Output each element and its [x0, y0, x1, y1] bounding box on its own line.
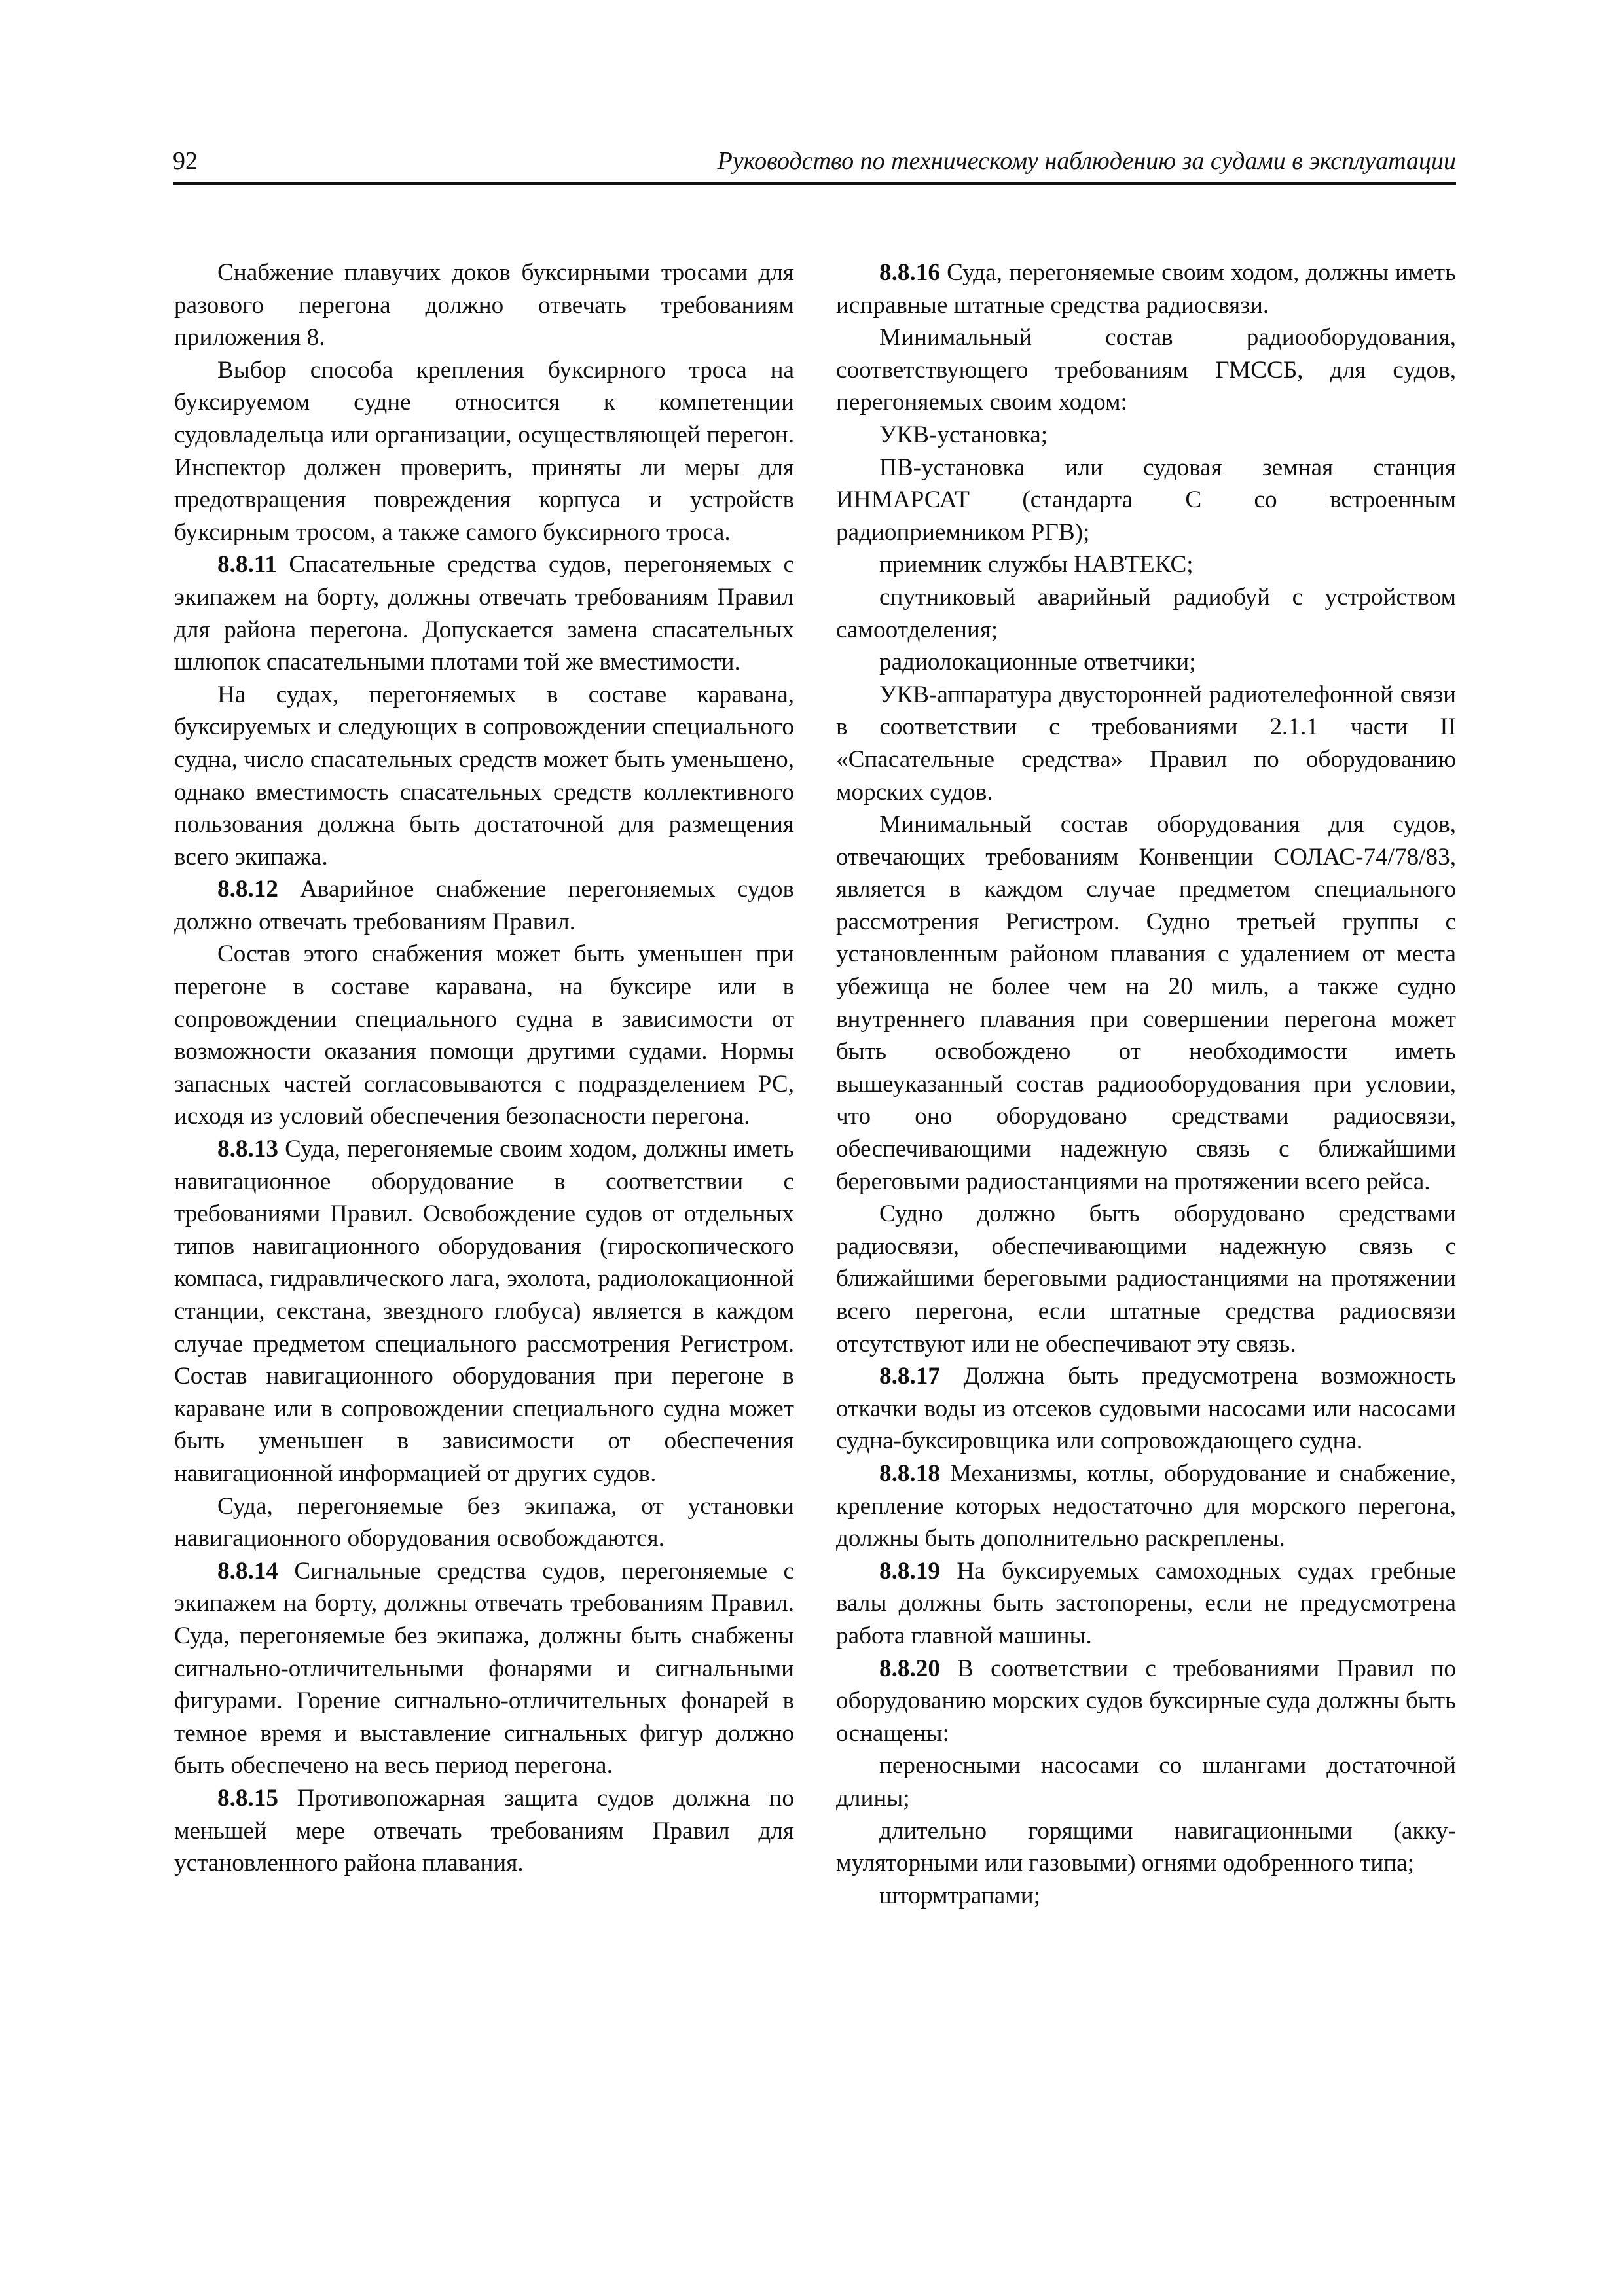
paragraph-text: На буксируемых самоходных судах гребные валы должны быть застопорены, если не предусмотрена работа главной машины. — [836, 1557, 1456, 1649]
paragraph — [836, 452, 1456, 549]
paragraph-text: ПВ-установка или судовая земная станция ИНМАРСАТ (стандарта С со встроенным радиоприемником РГВ); — [836, 454, 1456, 546]
paragraph — [836, 548, 1456, 581]
paragraph-text: длительно горящими навигационными (аккумуляторными или газовыми) огнями одобренного типа; — [836, 1817, 1456, 1877]
paragraph-text: Должна быть предусмотрена возможность откачки воды из отсеков судовыми насосами или насосами судна-буксировщика или сопровождающего судна. — [836, 1363, 1456, 1455]
right-column — [836, 257, 1456, 1912]
clause-number: 8.8.15 — [217, 1784, 278, 1812]
paragraph-text: Минимальный состав оборудования для судов, отвечающих требованиям Конвенции СОЛАС-74/78/83, является в каждом случае предметом специального рассмотрения Регистром. Судно третьей группы с установленным районом плавания с удалением от места убежища не более чем на 20 миль, а также судно внутреннего плавания при совершении перегона может быть освобождено от необходимости иметь вышеуказанный состав радиооборудования при условии, что оно оборудовано средствами радиосвязи, обеспечивающими надежную связь с ближайшими береговыми радиостанциями на протяжении всего рейса. — [836, 811, 1456, 1195]
paragraph-text: Снабжение плавучих доков буксирными тросами для разового перегона должно отвечать требованиям приложения 8. — [174, 259, 794, 351]
paragraph — [174, 1782, 794, 1880]
paragraph — [836, 679, 1456, 808]
paragraph — [836, 1653, 1456, 1750]
paragraph — [836, 1749, 1456, 1814]
clause-number: 8.8.18 — [879, 1460, 940, 1487]
paragraph-text: Состав этого снабжения может быть уменьшен при перегоне в составе каравана, на буксире или в сопровождении специального судна в зависимости от возможности оказания помощи другими судами. Нормы запасных частей согласовываются с подразделением РС, исходя из условий обеспечения безопасности перегона. — [174, 941, 794, 1130]
paragraph — [174, 354, 794, 549]
paragraph — [836, 1458, 1456, 1555]
paragraph-text: УКВ-установка; — [879, 421, 1048, 448]
clause-number: 8.8.19 — [879, 1557, 940, 1585]
paragraph-text: Выбор способа крепления буксирного троса на буксируемом судне относится к компетенции судовладельца или организации, осуществляющей перегон. Инспектор должен проверить, приняты ли меры для предотвращения повреждения корпуса и устройств буксирным тросом, а также самого буксирного троса. — [174, 356, 794, 546]
paragraph — [836, 1198, 1456, 1360]
paragraph-text: На судах, перегоняемых в составе каравана, буксируемых и следующих в сопровождении специального судна, число спасательных средств может быть уменьшено, однако вместимость спасательных средств коллективного пользования должна быть достаточной для размещения всего экипажа. — [174, 681, 794, 870]
page-number: 92 — [173, 147, 198, 175]
paragraph-text: Суда, перегоняемые без экипажа, от установки навигационного оборудования освобождаются. — [174, 1492, 794, 1552]
paragraph-text: УКВ-аппаратура двусторонней радиотелефонной связи в соответствии с требованиями 2.1.1 части II «Спасательные средства» Правил по оборудованию морских судов. — [836, 681, 1456, 806]
paragraph — [174, 548, 794, 678]
paragraph — [174, 938, 794, 1133]
paragraph-text: Судно должно быть оборудовано средствами радиосвязи, обеспечивающими надежную связь с ближайшими береговыми радиостанциями на протяжении всего перегона, если штатные средства радиосвязи отсутствуют или не обеспечивают эту связь. — [836, 1200, 1456, 1357]
paragraph-text: Аварийное снабжение перегоняемых судов должно отвечать требованиям Правил. — [174, 876, 794, 935]
paragraph — [174, 679, 794, 874]
paragraph — [836, 1815, 1456, 1880]
paragraph — [836, 257, 1456, 321]
paragraph — [836, 1880, 1456, 1912]
clause-number: 8.8.13 — [217, 1136, 278, 1163]
paragraph — [174, 1133, 794, 1490]
paragraph-text: Сигнальные средства судов, перегоняемые с экипажем на борту, должны отвечать требованиям Правил. Суда, перегоняемые без экипажа, должны быть снабжены сигнально-отличительными фонарями и сигнальными фигурами. Горение сигнально-отличительных фонарей в темное время и выставление сигнальных фигур должно быть обеспечено на весь период перегона. — [174, 1557, 794, 1780]
clause-number: 8.8.11 — [217, 551, 277, 579]
paragraph-text: спутниковый аварийный радиобуй с устройством самоотделения; — [836, 583, 1456, 643]
paragraph-text: Минимальный состав радиооборудования, соответствующего требованиям ГМССБ, для судов, перегоняемых своим ходом: — [836, 324, 1456, 416]
paragraph — [836, 321, 1456, 419]
paragraph-text: приемник службы НАВТЕКС; — [879, 551, 1194, 579]
paragraph-text: В соответствии с требованиями Правил по оборудованию морских судов буксирные суда должны быть оснащены: — [836, 1655, 1456, 1747]
clause-number: 8.8.14 — [217, 1557, 278, 1585]
paragraph — [836, 1555, 1456, 1653]
paragraph — [836, 581, 1456, 646]
paragraph — [174, 1490, 794, 1555]
page-header — [173, 145, 1456, 185]
running-title: Руководство по техническому наблюдению за судами в эксплуатации — [717, 147, 1456, 175]
clause-number: 8.8.20 — [879, 1655, 940, 1682]
clause-number: 8.8.12 — [217, 876, 278, 903]
paragraph-text: штормтрапами; — [879, 1882, 1041, 1909]
paragraph-text: Механизмы, котлы, оборудование и снабжение, крепление которых недостаточно для морского перегона, должны быть дополнительно раскреплены. — [836, 1460, 1456, 1552]
paragraph-text: Спасательные средства судов, перегоняемых с экипажем на борту, должны отвечать требованиям Правил для района перегона. Допускается замена спасательных шлюпок спасательными плотами той же вместимости. — [174, 551, 794, 676]
paragraph — [174, 873, 794, 938]
paragraph-text: радиолокационные ответчики; — [879, 649, 1196, 676]
paragraph-text: Суда, перегоняемые своим ходом, должны иметь исправные штатные средства радиосвязи. — [836, 259, 1456, 319]
clause-number: 8.8.17 — [879, 1363, 940, 1390]
left-column — [174, 257, 794, 1880]
paragraph — [836, 808, 1456, 1198]
paragraph — [174, 257, 794, 354]
paragraph-text: Противопожарная защита судов должна по меньшей мере отвечать требованиям Правил для установленного района плавания. — [174, 1784, 794, 1877]
paragraph — [836, 1360, 1456, 1458]
paragraph — [836, 419, 1456, 452]
paragraph-text: переносными насосами со шлангами достаточной длины; — [836, 1752, 1456, 1812]
paragraph — [836, 646, 1456, 679]
paragraph-text: Суда, перегоняемые своим ходом, должны иметь навигационное оборудование в соответствии с требованиями Правил. Освобождение судов от отдельных типов навигационного оборудования (гироскопического компаса, гидравлического лага, эхолота, радиолокационной станции, секстана, звездного глобуса) является в каждом случае предметом специального рассмотрения Регистром. Состав навигационного оборудования при перегоне в караване или в сопровождении специального судна может быть уменьшен в зависимости от обеспечения навигационной информацией от других судов. — [174, 1136, 794, 1487]
paragraph — [174, 1555, 794, 1782]
clause-number: 8.8.16 — [879, 259, 940, 286]
